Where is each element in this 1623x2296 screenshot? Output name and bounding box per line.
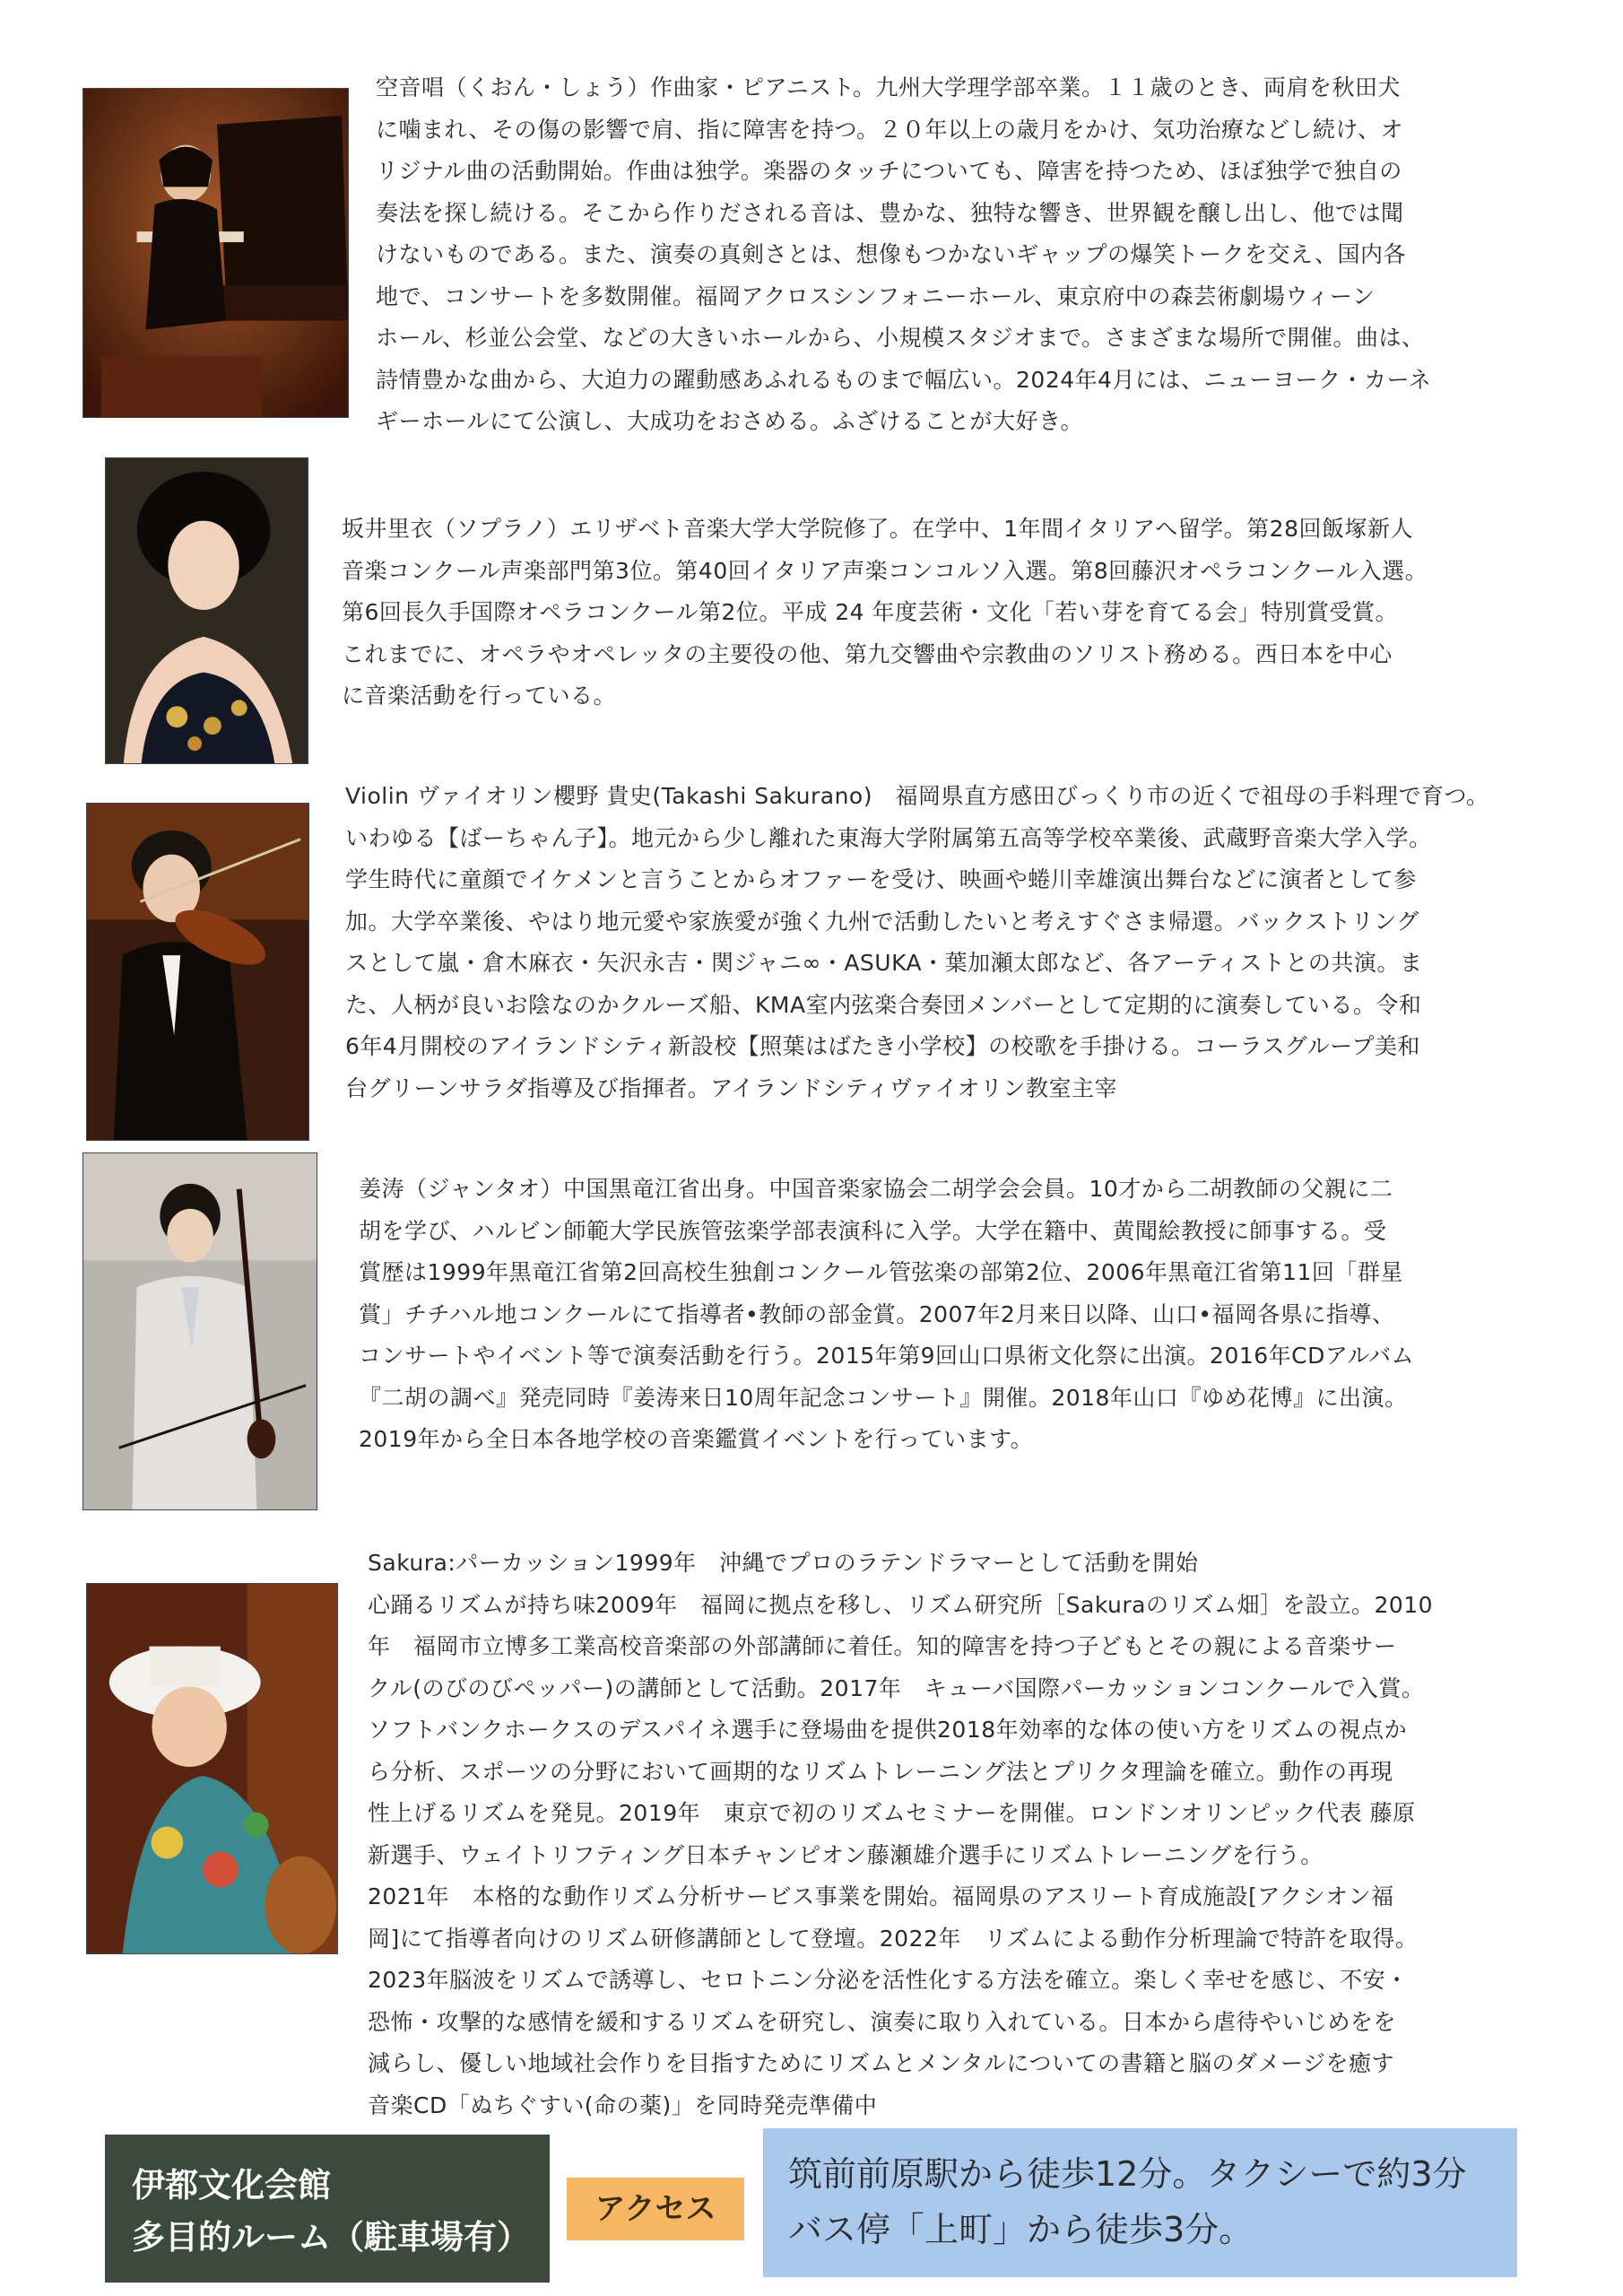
bio-line: 2021年 本格的な動作リズム分析サービス事業を開始。福岡県のアスリート育成施設[アクシオン福: [368, 1883, 1394, 1909]
bio-line: これまでに、オペラやオペレッタの主要役の他、第九交響曲や宗教曲のソリスト務める。西日本を中心: [342, 640, 1393, 667]
bio-line: Sakura:パーカッション1999年 沖縄でプロのラテンドラマーとして活動を開始: [368, 1550, 1199, 1576]
bio-line: 加。大学卒業後、やはり地元愛や家族愛が強く九州で活動したいと考えすぐさま帰還。バックストリング: [345, 908, 1419, 935]
bio-sakurano-takashi: [345, 776, 1489, 1109]
bio-line: 台グリーンサラダ指導及び指揮者。アイランドシティヴァイオリン教室主宰: [345, 1074, 1118, 1101]
bio-kuon-sho: [376, 67, 1431, 443]
bio-line: 減らし、優しい地域社会作りを目指すためにリズムとメンタルについての書籍と脳のダメージを癒す: [368, 2050, 1395, 2076]
bio-line: 音楽コンクール声楽部門第3位。第40回イタリア声楽コンコルソ入選。第8回藤沢オペラコンクール入選。: [342, 557, 1428, 584]
bio-line: ら分析、スポーツの分野において画期的なリズムトレーニング法とプリクタ理論を確立。動作の再現: [368, 1758, 1393, 1785]
bio-line: 賞」チチハル地コンクールにて指導者•教師の部金賞。2007年2月来日以降、山口•福岡各県に指導、: [359, 1300, 1395, 1327]
bio-sakura: [368, 1543, 1433, 2126]
bio-line: 6年4月開校のアイランドシティ新設校【照葉はばたき小学校】の校歌を手掛ける。コーラスグループ美和: [345, 1033, 1420, 1059]
bio-line: ソフトバンクホークスのデスパイネ選手に登場曲を提供2018年効率的な体の使い方をリズムの視点か: [368, 1717, 1408, 1743]
bio-sakai-rie: [342, 509, 1428, 718]
bio-line: 2023年脳波をリズムで誘導し、セロトニン分泌を活性化する方法を確立。楽しく幸せを感じ、不安・: [368, 1967, 1409, 1993]
bio-line: 胡を学び、ハルビン師範大学民族管弦楽学部表演科に入学。大学在籍中、黄聞絵教授に師事する。受: [359, 1217, 1387, 1244]
bio-line: 年 福岡市立博多工業高校音楽部の外部講師に着任。知的障害を持つ子どもとその親による音楽サー: [368, 1633, 1397, 1659]
venue-box: [105, 2135, 550, 2283]
bio-line: に噛まれ、その傷の影響で肩、指に障害を持つ。２０年以上の歳月をかけ、気功治療などし続け、オ: [376, 116, 1404, 143]
bio-line: 音楽CD「ぬちぐすい(命の薬)」を同時発売準備中: [368, 2092, 878, 2118]
bio-line: 学生時代に童顔でイケメンと言うことからオファーを受け、映画や蜷川幸雄演出舞台などに演者として参: [345, 866, 1417, 892]
bio-line: 性上げるリズムを発見。2019年 東京で初のリズムセミナーを開催。ロンドンオリンピック代表 藤原: [368, 1800, 1416, 1826]
pianist-photo: [82, 88, 349, 418]
violinist-photo: [86, 803, 309, 1141]
access-train: 筑前前原駅から徒歩12分。タクシーで約3分: [788, 2154, 1467, 2194]
venue-room: 多目的ルーム（駐車場有）: [132, 2218, 530, 2257]
bio-line: リジナル曲の活動開始。作曲は独学。楽器のタッチについても、障害を持つため、ほぼ独学で独自の: [376, 158, 1402, 184]
bio-line: 新選手、ウェイトリフティング日本チャンピオン藤瀬雄介選手にリズムトレーニングを行う。: [368, 1841, 1324, 1868]
bio-line: 恐怖・攻撃的な感情を緩和するリズムを研究し、演奏に取り入れている。日本から虐待やいじめをを: [368, 2008, 1397, 2035]
bio-line: コンサートやイベント等で演奏活動を行う。2015年第9回山口県術文化祭に出演。2016年CDアルバム: [359, 1343, 1415, 1369]
bio-line: 心踊るリズムが持ち味2009年 福岡に拠点を移し、リズム研究所［Sakuraのリズム畑］を設立。2010: [368, 1591, 1434, 1618]
bio-line: 『二胡の調べ』発売同時『姜涛来日10周年記念コンサート』開催。2018年山口『ゆめ花博』に出演。: [359, 1384, 1408, 1411]
percussionist-photo: [86, 1583, 338, 1954]
bio-line: た、人柄が良いお陰なのかクルーズ船、KMA室内弦楽合奏団メンバーとして定期的に演奏している。令和: [345, 991, 1422, 1018]
access-bus: バス停「上町」から徒歩3分。: [788, 2210, 1254, 2249]
bio-line: 空音唱（くおん・しょう）作曲家・ピアニスト。九州大学理学部卒業。１１歳のとき、両肩を秋田犬: [376, 74, 1402, 100]
venue-name: 伊都文化会館: [132, 2166, 331, 2205]
bio-line: 岡]にて指導者向けのリズム研修講師として登壇。2022年 リズムによる動作分析理論で特許を取得。: [368, 1925, 1419, 1952]
bio-line: 奏法を探し続ける。そこから作りだされる音は、豊かな、独特な響き、世界観を醸し出し、他では聞: [376, 199, 1404, 226]
bio-line: いわゆる【ばーちゃん子】。地元から少し離れた東海大学附属第五高等学校卒業後、武蔵野音楽大学入学。: [345, 824, 1432, 851]
erhu-player-photo: [82, 1152, 317, 1510]
bio-line: 賞歴は1999年黒竜江省第2回高校生独創コンクール管弦楽の部第2位、2006年黒竜江省第11回「群星: [359, 1259, 1403, 1285]
bio-line: に音楽活動を行っている。: [342, 683, 617, 709]
bio-line: 地で、コンサートを多数開催。福岡アクロスシンフォニーホール、東京府中の森芸術劇場ウィーン: [376, 283, 1376, 309]
bio-line: 詩情豊かな曲から、大迫力の躍動感あふれるものまで幅広い。2024年4月には、ニューヨーク・カーネ: [376, 366, 1432, 393]
bio-line: Violin ヴァイオリン櫻野 貴史(Takashi Sakurano) 福岡県直方感田びっくり市の近くで祖母の手料理で育つ。: [345, 783, 1489, 809]
bio-line: 2019年から全日本各地学校の音楽鑑賞イベントを行っています。: [359, 1426, 1034, 1452]
soprano-photo: [105, 457, 308, 764]
bio-line: けないものである。また、演奏の真剣さとは、想像もつかないギャップの爆笑トークを交え、国内各: [376, 241, 1407, 267]
bio-jiang-tao: [359, 1169, 1414, 1461]
bio-line: 第6回長久手国際オペラコンクール第2位。平成 24 年度芸術・文化「若い芽を育てる会」特別賞受賞。: [342, 599, 1399, 625]
access-info-box: [763, 2128, 1517, 2277]
bio-line: スとして嵐・倉木麻衣・矢沢永吉・関ジャニ∞・ASUKA・葉加瀬太郎など、各アーティストとの共演。ま: [345, 950, 1423, 976]
bio-line: 坂井里衣（ソプラノ）エリザベト音楽大学大学院修了。在学中、1年間イタリアへ留学。第28回飯塚新人: [342, 516, 1413, 542]
bio-line: クル(のびのびペッパー)の講師として活動。2017年 キューバ国際パーカッションコンクールで入賞。: [368, 1674, 1425, 1701]
bio-line: 姜涛（ジャンタオ）中国黒竜江省出身。中国音楽家協会二胡学会会員。10才から二胡教師の父親に二: [359, 1176, 1393, 1202]
access-label: アクセス: [567, 2178, 744, 2240]
bio-line: ギーホールにて公演し、大成功をおさめる。ふざけることが大好き。: [376, 408, 1084, 434]
bio-line: ホール、杉並公会堂、などの大きいホールから、小規模スタジオまで。さまざまな場所で開催。曲は、: [376, 325, 1425, 351]
